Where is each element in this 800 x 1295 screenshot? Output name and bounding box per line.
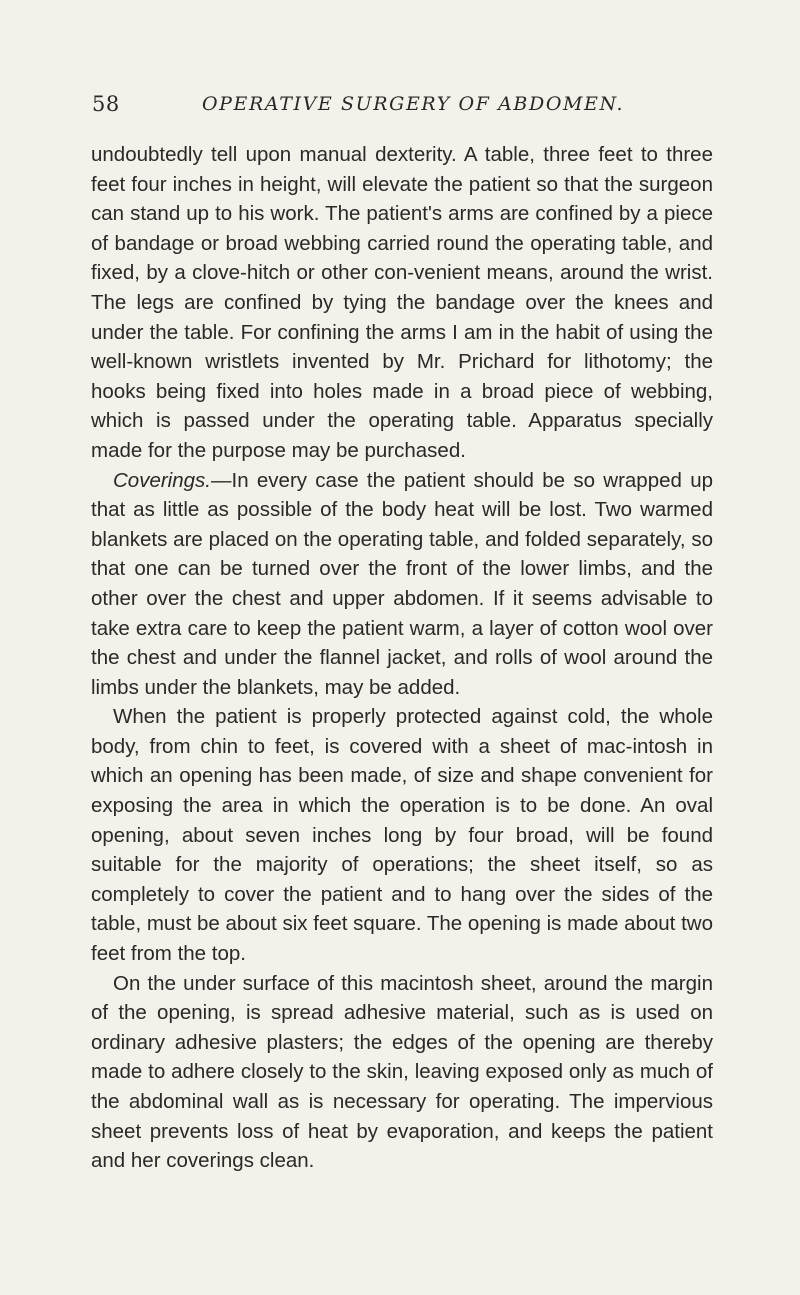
- paragraph-text: When the patient is properly protected against cold, the whole body, from chin to feet, is covered with a sheet of mac-intosh in which an opening has been made, of size and shape convenient for exposing the area in which the operation is to be done. An oval opening, about seven inches long by four broad, will be found suitable for the majority of operations; the sheet itself, so as completely to cover the patient and to hang over the sides of the table, must be about six feet square. The opening is made about two feet from the top.: [91, 705, 713, 966]
- running-header: [92, 92, 712, 122]
- paragraph-text: On the under surface of this macintosh sheet, around the margin of the opening, is spread adhesive material, such as is used on ordinary adhesive plasters; the edges of the opening are thereby made to adhere closely to the skin, leaving exposed only as much of the abdominal wall as is necessary for operating. The impervious sheet prevents loss of heat by evaporation, and keeps the patient and her coverings clean.: [91, 971, 713, 1173]
- section-lead-coverings: Coverings.: [113, 468, 211, 492]
- paragraph-operating-table: [91, 140, 713, 466]
- page-number: 58: [92, 92, 120, 116]
- paragraph-text: undoubtedly tell upon manual dexterity. A table, three feet to three feet four inches in height, will elevate the patient so that the surgeon can stand up to his work. The patient's arms are confined by a piece of bandage or broad webbing carried round the operating table, and fixed, by a clove-hitch or other con-venient means, around the wrist. The legs are confined by tying the bandage over the knees and under the table. For confining the arms I am in the habit of using the well-known wristlets invented by Mr. Prichard for lithotomy; the hooks being fixed into holes made in a broad piece of webbing, which is passed under the operating table. Apparatus specially made for the purpose may be purchased.: [91, 143, 713, 462]
- body-text: [91, 140, 713, 1176]
- paragraph-text: —In every case the patient should be so wrapped up that as little as possible of the body heat will be lost. Two warmed blankets are placed on the operating table, and folded separately, so that one can be turned over the front of the lower limbs, and the other over the chest and upper abdomen. If it seems advisable to take extra care to keep the patient warm, a layer of cotton wool over the chest and under the flannel jacket, and rolls of wool around the limbs under the blankets, may be added.: [91, 468, 713, 699]
- paragraph-adhesive-margin: [91, 969, 713, 1176]
- paragraph-macintosh-sheet: [91, 702, 713, 968]
- running-title: OPERATIVE SURGERY OF ABDOMEN.: [202, 93, 625, 115]
- paragraph-coverings: [91, 466, 713, 703]
